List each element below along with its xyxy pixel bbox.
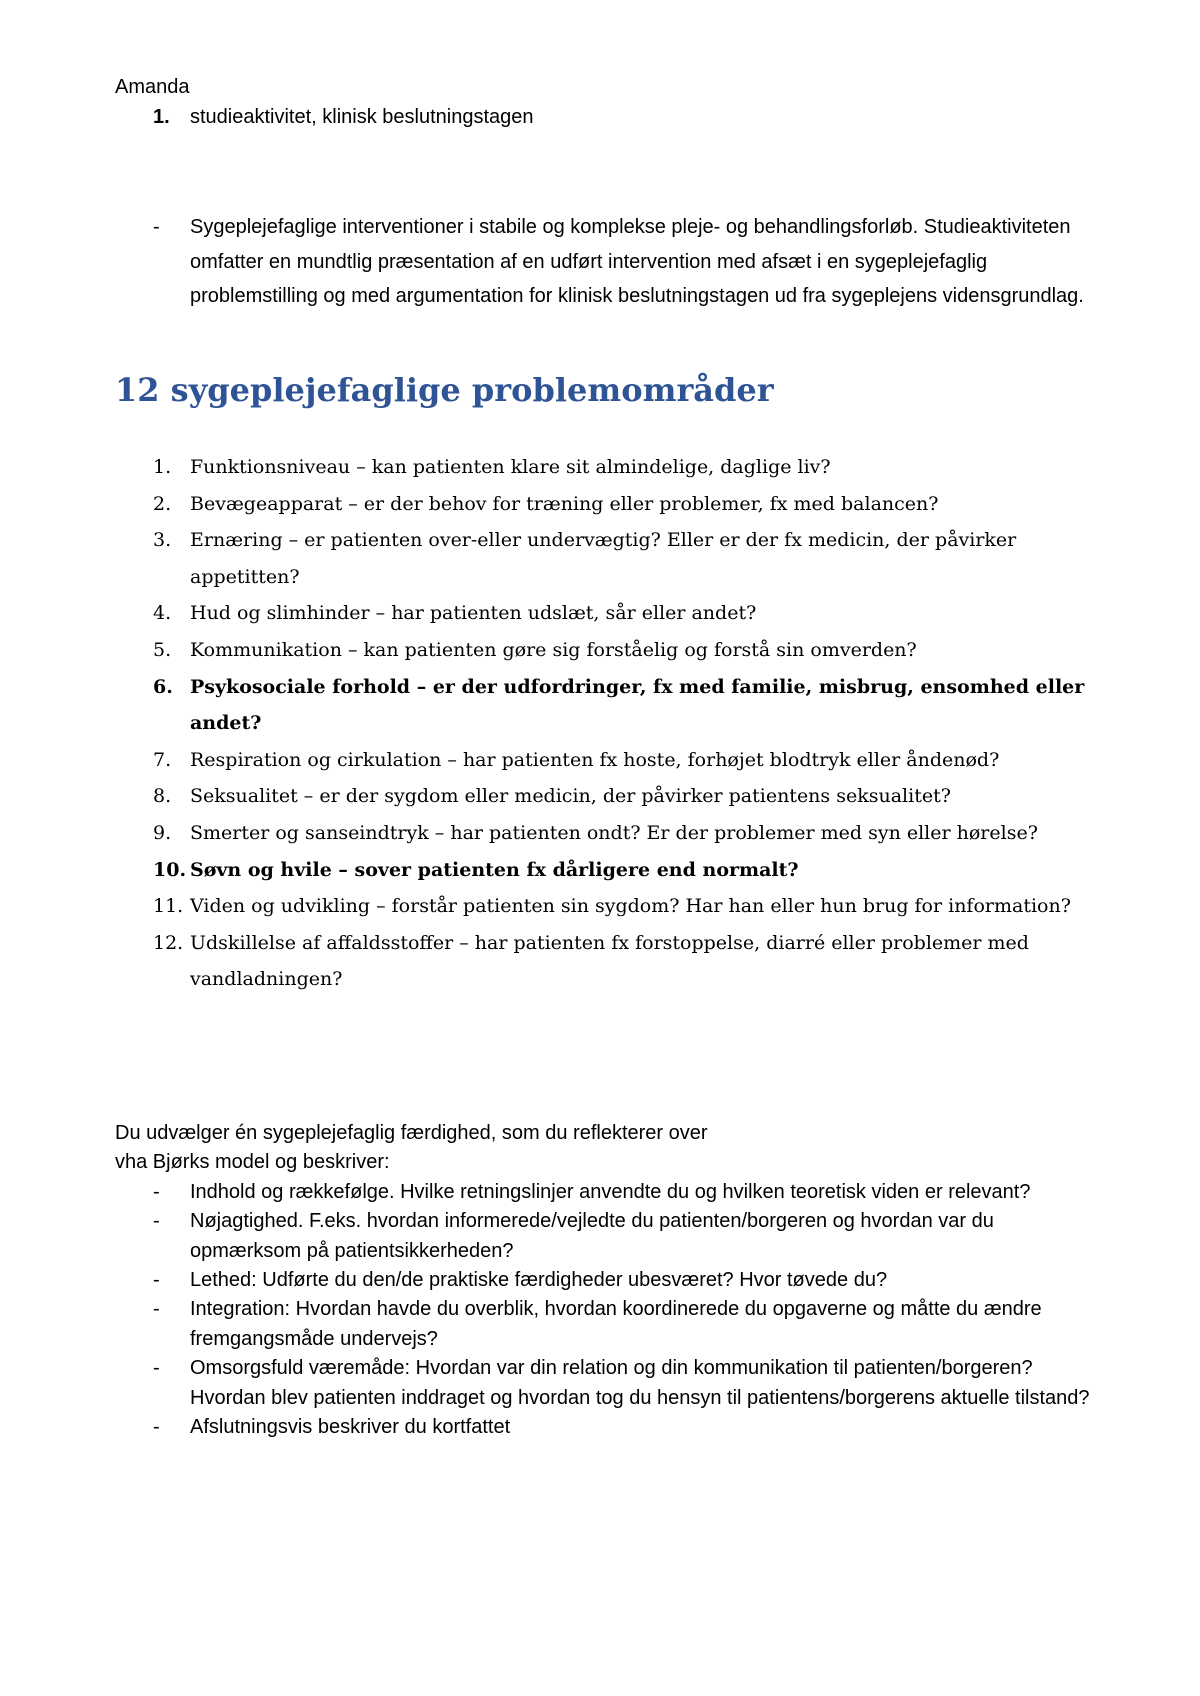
bjork-criterion-text: Nøjagtighed. F.eks. hvordan informerede/vejledte du patienten/borgeren og hvordan var du opmærksom på patientsikkerheden? [190, 1210, 994, 1262]
bjork-criterion-text: Lethed: Udførte du den/de praktiske færdigheder ubesværet? Hvor tøvede du? [190, 1269, 888, 1292]
dash-bullet: - [153, 1298, 160, 1321]
problem-item [115, 486, 1115, 523]
problem-item-highlighted [115, 852, 1115, 889]
problem-number: 1. [153, 456, 172, 478]
section-heading: 12 sygeplejefaglige problemområder [115, 371, 774, 409]
bjork-criteria-list [115, 1178, 1115, 1443]
problem-text: Seksualitet – er der sygdom eller medicin, der påvirker patientens seksualitet? [190, 785, 951, 808]
problem-item [115, 595, 1115, 632]
problem-text: Ernæring – er patienten over-eller undervægtig? Eller er der fx medicin, der påvirker appetitten? [190, 529, 1017, 588]
author-name: Amanda [115, 76, 190, 98]
problem-text: Psykosociale forhold – er der udfordringer, fx med familie, misbrug, ensomhed eller andet? [190, 675, 1085, 735]
dash-bullet: - [153, 1180, 160, 1203]
intro-paragraph [153, 210, 1093, 314]
problem-text: Viden og udvikling – forstår patienten sin sygdom? Har han eller hun brug for information? [190, 895, 1071, 918]
problem-number: 7. [153, 748, 172, 771]
bjork-criterion [115, 1413, 1115, 1442]
dash-bullet: - [153, 1210, 160, 1233]
problem-number: 8. [153, 785, 172, 808]
problem-item [115, 522, 1115, 595]
intro-text: Sygeplejefaglige interventioner i stabile og komplekse pleje- og behandlingsforløb. Studieaktiviteten omfatter en mundtlig præsentation af en udført intervention med afsæt i en sygeplejefaglig problemstilling og med argumentation for klinisk beslutningstagen ud fra sygeplejens vidensgrundlag. [190, 216, 1084, 307]
bjork-criterion-text: Indhold og rækkefølge. Hvilke retningslinjer anvendte du og hvilken teoretisk viden er relevant? [190, 1180, 1031, 1203]
bjork-intro-line: vha Bjørks model og beskriver: [115, 1151, 390, 1174]
problem-text: Udskillelse af affaldsstoffer – har patienten fx forstoppelse, diarré eller problemer med vandladningen? [190, 931, 1029, 991]
problem-text: Respiration og cirkulation – har patienten fx hoste, forhøjet blodtryk eller åndenød? [190, 748, 1000, 771]
bjork-criterion [115, 1354, 1115, 1413]
problem-text: Hud og slimhinder – har patienten udslæt, sår eller andet? [190, 602, 757, 625]
problem-number: 12. [153, 931, 184, 954]
bjork-criterion-text: Afslutningsvis beskriver du kortfattet [190, 1416, 511, 1439]
problem-item [115, 632, 1115, 669]
bjork-criterion-text: Omsorgsfuld væremåde: Hvordan var din relation og din kommunikation til patienten/borgeren? Hvordan blev patienten inddraget og hvordan tog du hensyn til patientens/borgerens aktuelle tilstand? [190, 1357, 1090, 1409]
study-activity-number: 1. [153, 106, 170, 128]
problem-item [115, 778, 1115, 815]
problem-text: Søvn og hvile – sover patienten fx dårligere end normalt? [190, 858, 799, 881]
problem-number: 3. [153, 529, 172, 552]
problem-number: 5. [153, 638, 172, 661]
dash-bullet: - [153, 1357, 160, 1380]
bjork-section [115, 1119, 1115, 1442]
problem-list [115, 449, 1115, 998]
bjork-intro-line: Du udvælger én sygeplejefaglig færdighed, som du reflekterer over [115, 1122, 708, 1144]
problem-number: 2. [153, 492, 172, 515]
problem-text: Smerter og sanseindtryk – har patienten ondt? Er der problemer med syn eller hørelse? [190, 821, 1038, 844]
problem-item [115, 742, 1115, 779]
bjork-criterion [115, 1295, 1115, 1354]
problem-text: Kommunikation – kan patienten gøre sig forståelig og forstå sin omverden? [190, 638, 917, 661]
problem-number: 6. [153, 675, 173, 698]
problem-item-highlighted [115, 669, 1115, 742]
problem-item [115, 925, 1115, 998]
bjork-criterion [115, 1207, 1115, 1266]
dash-bullet: - [153, 1269, 160, 1292]
problem-number: 9. [153, 821, 172, 844]
problem-text: Funktionsniveau – kan patienten klare sit almindelige, daglige liv? [190, 456, 831, 478]
problem-number: 10. [153, 858, 187, 881]
dash-bullet: - [153, 216, 160, 238]
problem-item [115, 888, 1115, 925]
problem-item [115, 449, 1115, 486]
bjork-criterion [115, 1266, 1115, 1295]
bjork-criterion-text: Integration: Hvordan havde du overblik, hvordan koordinerede du opgaverne og måtte du ændre fremgangsmåde undervejs? [190, 1298, 1042, 1350]
problem-number: 11. [153, 895, 184, 918]
dash-bullet: - [153, 1416, 160, 1439]
study-activity-title: studieaktivitet, klinisk beslutningstagen [190, 106, 534, 128]
bjork-criterion [115, 1178, 1115, 1207]
problem-item [115, 815, 1115, 852]
problem-number: 4. [153, 602, 172, 625]
problem-text: Bevægeapparat – er der behov for træning eller problemer, fx med balancen? [190, 492, 939, 515]
